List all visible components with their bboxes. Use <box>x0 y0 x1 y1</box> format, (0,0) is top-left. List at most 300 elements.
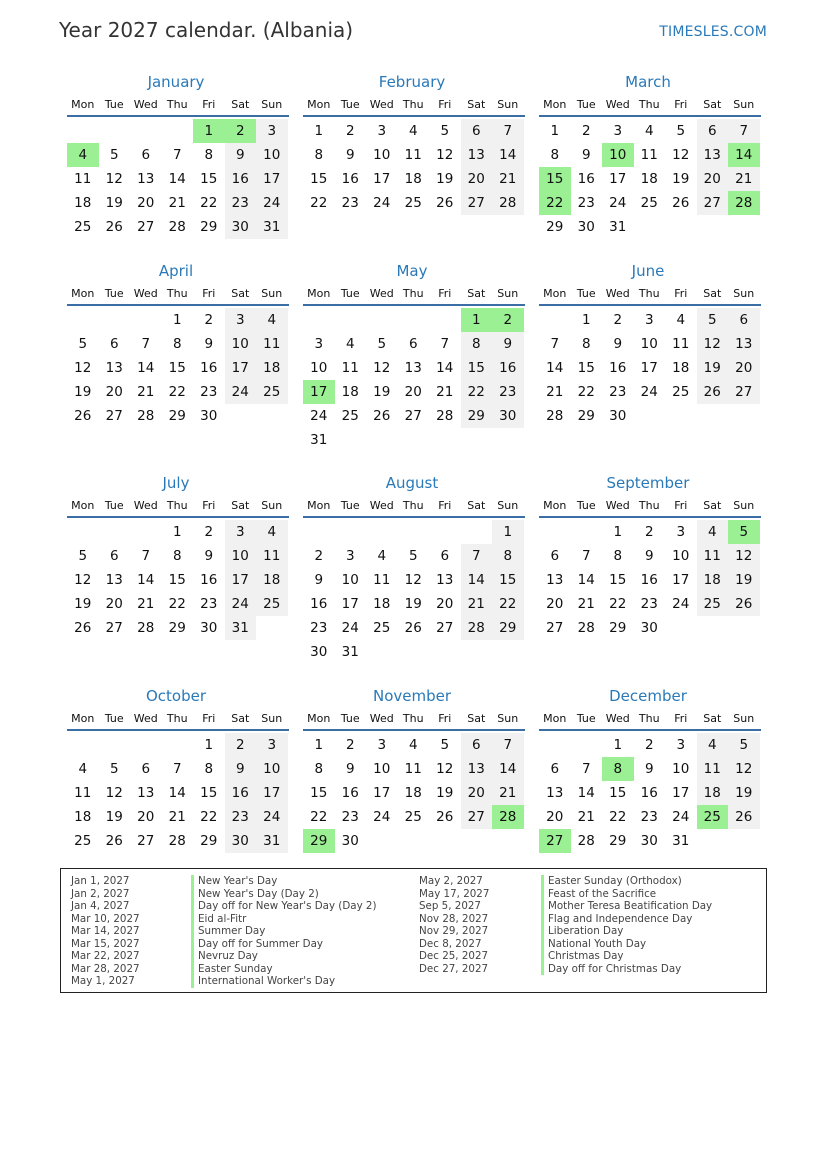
holiday-day-cell: 4 <box>67 143 99 167</box>
day-cell: 22 <box>461 380 493 404</box>
holiday-name: Eid al-Fitr <box>191 913 377 926</box>
day-cell: 30 <box>609 408 627 424</box>
day-cell: 18 <box>672 360 690 376</box>
weekday-label: Sat <box>703 498 722 512</box>
day-cell: 17 <box>373 785 391 801</box>
day-cell: 20 <box>404 384 422 400</box>
weekday-label: Wed <box>369 711 394 725</box>
day-cell: 17 <box>672 785 690 801</box>
day-cell: 16 <box>609 360 627 376</box>
day-cell: 6 <box>109 548 119 564</box>
day-cell: 23 <box>310 620 328 636</box>
holiday-date: Nov 29, 2027 <box>419 925 489 937</box>
day-cell: 10 <box>373 147 391 163</box>
holiday-name: Day off for Summer Day <box>191 938 377 951</box>
day-cell: 15 <box>200 785 218 801</box>
empty-cell <box>130 308 162 332</box>
day-cell: 20 <box>728 356 760 380</box>
day-cell: 1 <box>613 737 623 753</box>
day-cell: 6 <box>141 761 151 777</box>
day-cell: 20 <box>105 596 123 612</box>
weekday-label: Sat <box>467 711 486 725</box>
day-cell: 19 <box>436 171 454 187</box>
day-cell: 22 <box>310 195 328 211</box>
weekday-label: Mon <box>71 97 95 111</box>
day-cell: 9 <box>581 147 591 163</box>
brand-link[interactable]: TIMESLES.COM <box>659 24 767 40</box>
day-cell: 12 <box>373 360 391 376</box>
empty-cell <box>162 733 194 757</box>
day-cell: 19 <box>74 596 92 612</box>
holiday-day-cell: 28 <box>728 191 760 215</box>
day-cell: 15 <box>200 171 218 187</box>
day-cell: 10 <box>373 761 391 777</box>
weekday-label: Sun <box>497 498 519 512</box>
day-cell: 4 <box>256 520 288 544</box>
day-cell: 30 <box>341 833 359 849</box>
weekday-label: Thu <box>166 498 188 512</box>
day-cell: 28 <box>577 833 595 849</box>
day-cell: 15 <box>168 572 186 588</box>
day-cell: 27 <box>105 408 123 424</box>
day-cell: 17 <box>672 572 690 588</box>
day-cell: 5 <box>408 548 418 564</box>
day-cell: 16 <box>200 360 218 376</box>
day-cell: 1 <box>492 520 524 544</box>
day-cell: 27 <box>461 805 493 829</box>
day-cell: 12 <box>728 757 760 781</box>
weekday-label: Tue <box>104 711 124 725</box>
month-august <box>303 472 525 664</box>
day-cell: 14 <box>436 360 454 376</box>
day-cell: 28 <box>137 620 155 636</box>
holiday-day-cell: 1 <box>193 119 225 143</box>
day-cell: 18 <box>404 171 422 187</box>
day-cell: 14 <box>137 360 155 376</box>
holiday-name: Easter Sunday (Orthodox) <box>541 875 712 888</box>
day-grid <box>67 520 289 640</box>
day-cell: 30 <box>492 404 524 428</box>
weekday-label: Wed <box>133 498 158 512</box>
day-cell: 24 <box>225 592 257 616</box>
weekday-label: Sat <box>231 711 250 725</box>
month-name: April <box>158 262 194 280</box>
weekday-label: Sat <box>703 97 722 111</box>
empty-cell <box>539 308 571 332</box>
day-cell: 14 <box>546 360 564 376</box>
day-cell: 7 <box>172 147 182 163</box>
day-cell: 3 <box>377 123 387 139</box>
day-cell: 20 <box>546 596 564 612</box>
weekday-header <box>67 93 289 117</box>
day-cell: 25 <box>74 219 92 235</box>
day-cell: 16 <box>225 781 257 805</box>
day-cell: 10 <box>256 757 288 781</box>
day-cell: 22 <box>168 596 186 612</box>
weekday-label: Mon <box>543 498 567 512</box>
day-cell: 27 <box>137 833 155 849</box>
weekday-label: Fri <box>202 498 216 512</box>
day-cell: 26 <box>74 408 92 424</box>
day-cell: 17 <box>225 356 257 380</box>
holiday-names-col-2 <box>541 875 712 975</box>
day-cell: 6 <box>550 548 560 564</box>
day-cell: 15 <box>310 171 328 187</box>
day-cell: 25 <box>256 592 288 616</box>
holiday-date: Jan 1, 2027 <box>71 875 130 887</box>
weekday-label: Fri <box>438 97 452 111</box>
day-cell: 30 <box>310 644 328 660</box>
holiday-date: May 2, 2027 <box>419 875 483 887</box>
day-cell: 25 <box>74 833 92 849</box>
empty-cell <box>130 520 162 544</box>
day-cell: 22 <box>200 195 218 211</box>
weekday-label: Sat <box>703 286 722 300</box>
weekday-label: Thu <box>402 711 424 725</box>
day-cell: 26 <box>105 219 123 235</box>
day-cell: 26 <box>105 833 123 849</box>
day-cell: 22 <box>200 809 218 825</box>
holiday-name: Mother Teresa Beatification Day <box>541 900 712 913</box>
weekday-header <box>539 93 761 117</box>
day-cell: 19 <box>672 171 690 187</box>
day-cell: 11 <box>256 544 288 568</box>
holiday-dates-col-2 <box>419 875 489 975</box>
day-cell: 23 <box>640 596 658 612</box>
day-cell: 18 <box>341 384 359 400</box>
day-cell: 24 <box>256 191 288 215</box>
day-cell: 25 <box>640 195 658 211</box>
empty-cell <box>398 308 430 332</box>
day-cell: 13 <box>461 143 493 167</box>
holiday-name: New Year's Day (Day 2) <box>191 888 377 901</box>
day-grid <box>303 733 525 853</box>
empty-cell <box>67 520 99 544</box>
empty-cell <box>130 733 162 757</box>
day-cell: 8 <box>550 147 560 163</box>
day-cell: 11 <box>697 757 729 781</box>
day-cell: 13 <box>728 332 760 356</box>
day-cell: 29 <box>492 616 524 640</box>
weekday-label: Mon <box>71 498 95 512</box>
day-cell: 14 <box>168 171 186 187</box>
day-cell: 6 <box>461 119 493 143</box>
day-cell: 28 <box>577 620 595 636</box>
day-cell: 11 <box>373 572 391 588</box>
month-name: July <box>162 474 190 492</box>
month-march <box>539 71 761 239</box>
day-cell: 30 <box>577 219 595 235</box>
day-grid <box>67 308 289 428</box>
day-cell: 21 <box>577 809 595 825</box>
weekday-label: Tue <box>104 286 124 300</box>
day-cell: 14 <box>577 785 595 801</box>
day-cell: 3 <box>644 312 654 328</box>
day-cell: 7 <box>728 119 760 143</box>
day-cell: 10 <box>225 544 257 568</box>
day-cell: 19 <box>105 809 123 825</box>
holiday-day-cell: 27 <box>539 829 571 853</box>
day-cell: 25 <box>697 592 729 616</box>
day-cell: 18 <box>640 171 658 187</box>
day-cell: 19 <box>728 568 760 592</box>
day-cell: 3 <box>676 737 686 753</box>
day-cell: 26 <box>436 195 454 211</box>
holiday-name: Day off for New Year's Day (Day 2) <box>191 900 377 913</box>
empty-cell <box>366 520 398 544</box>
weekday-label: Sat <box>231 286 250 300</box>
day-cell: 9 <box>204 548 214 564</box>
day-cell: 3 <box>314 336 324 352</box>
day-cell: 14 <box>168 785 186 801</box>
empty-cell <box>67 119 99 143</box>
day-cell: 2 <box>613 312 623 328</box>
day-cell: 13 <box>137 171 155 187</box>
day-cell: 12 <box>404 572 422 588</box>
day-cell: 11 <box>697 544 729 568</box>
page-title: Year 2027 calendar. (Albania) <box>59 18 354 42</box>
month-october <box>67 685 289 853</box>
day-cell: 6 <box>109 336 119 352</box>
month-name: June <box>631 262 665 280</box>
day-grid <box>303 119 525 215</box>
day-cell: 9 <box>314 572 324 588</box>
day-cell: 14 <box>492 143 524 167</box>
holiday-name: Nevruz Day <box>191 950 377 963</box>
empty-cell <box>130 119 162 143</box>
month-name: May <box>396 262 428 280</box>
weekday-label: Sat <box>231 97 250 111</box>
day-cell: 11 <box>256 332 288 356</box>
day-cell: 4 <box>377 548 387 564</box>
holiday-day-cell: 2 <box>492 308 524 332</box>
weekday-label: Sat <box>703 711 722 725</box>
holiday-name: Day off for Christmas Day <box>541 963 712 976</box>
day-cell: 2 <box>204 312 214 328</box>
holiday-date: Mar 22, 2027 <box>71 950 140 962</box>
day-cell: 9 <box>345 761 355 777</box>
holiday-name: International Worker's Day <box>191 975 377 988</box>
month-name: October <box>145 687 207 705</box>
day-cell: 1 <box>550 123 560 139</box>
weekday-label: Fri <box>438 498 452 512</box>
day-cell: 31 <box>672 833 690 849</box>
day-cell: 5 <box>78 336 88 352</box>
weekday-label: Wed <box>133 711 158 725</box>
day-cell: 27 <box>697 191 729 215</box>
empty-cell <box>99 733 131 757</box>
holiday-date: May 17, 2027 <box>419 887 490 900</box>
day-cell: 6 <box>728 308 760 332</box>
day-cell: 12 <box>105 785 123 801</box>
day-cell: 10 <box>672 761 690 777</box>
day-cell: 20 <box>461 781 493 805</box>
month-may <box>303 260 525 452</box>
weekday-header <box>539 707 761 731</box>
holiday-name: National Youth Day <box>541 938 712 951</box>
weekday-label: Sun <box>733 711 755 725</box>
day-cell: 11 <box>672 336 690 352</box>
day-cell: 29 <box>609 833 627 849</box>
day-cell: 3 <box>256 733 288 757</box>
weekday-header <box>303 707 525 731</box>
day-cell: 26 <box>672 195 690 211</box>
day-cell: 9 <box>225 143 257 167</box>
month-name: January <box>147 73 205 91</box>
day-cell: 21 <box>137 384 155 400</box>
weekday-label: Sat <box>231 498 250 512</box>
day-cell: 30 <box>640 620 658 636</box>
day-grid <box>67 733 289 853</box>
holiday-name: New Year's Day <box>191 875 377 888</box>
day-cell: 20 <box>461 167 493 191</box>
holiday-day-cell: 28 <box>492 805 524 829</box>
weekday-label: Sun <box>497 286 519 300</box>
weekday-label: Thu <box>166 711 188 725</box>
day-cell: 31 <box>225 616 257 640</box>
day-cell: 13 <box>436 572 454 588</box>
month-april <box>67 260 289 428</box>
empty-cell <box>67 308 99 332</box>
day-cell: 13 <box>461 757 493 781</box>
empty-cell <box>461 520 493 544</box>
day-cell: 18 <box>697 781 729 805</box>
empty-cell <box>398 520 430 544</box>
day-cell: 19 <box>697 356 729 380</box>
day-cell: 18 <box>74 195 92 211</box>
weekday-label: Tue <box>340 711 360 725</box>
weekday-header <box>303 494 525 518</box>
day-cell: 18 <box>404 785 422 801</box>
day-cell: 7 <box>581 548 591 564</box>
day-cell: 21 <box>137 596 155 612</box>
month-name: August <box>385 474 439 492</box>
day-cell: 21 <box>546 384 564 400</box>
day-cell: 17 <box>640 360 658 376</box>
day-cell: 5 <box>78 548 88 564</box>
day-cell: 28 <box>168 833 186 849</box>
weekday-label: Sun <box>261 711 283 725</box>
day-cell: 15 <box>310 785 328 801</box>
month-september <box>539 472 761 640</box>
month-name: December <box>609 687 687 705</box>
day-cell: 3 <box>676 524 686 540</box>
day-cell: 6 <box>408 336 418 352</box>
holiday-day-cell: 2 <box>225 119 257 143</box>
day-cell: 21 <box>492 781 524 805</box>
day-cell: 18 <box>256 356 288 380</box>
day-cell: 25 <box>256 380 288 404</box>
day-cell: 13 <box>546 785 564 801</box>
day-cell: 21 <box>168 195 186 211</box>
day-cell: 4 <box>408 737 418 753</box>
day-cell: 22 <box>609 596 627 612</box>
day-cell: 1 <box>314 737 324 753</box>
day-cell: 26 <box>728 805 760 829</box>
day-cell: 26 <box>697 380 729 404</box>
weekday-label: Fri <box>438 286 452 300</box>
holiday-day-cell: 14 <box>728 143 760 167</box>
day-cell: 25 <box>404 195 422 211</box>
empty-cell <box>162 119 194 143</box>
empty-cell <box>539 520 571 544</box>
day-cell: 23 <box>640 809 658 825</box>
holiday-date: Dec 27, 2027 <box>419 962 489 975</box>
holiday-name: Easter Sunday <box>191 963 377 976</box>
day-cell: 16 <box>200 572 218 588</box>
day-cell: 24 <box>640 384 658 400</box>
day-cell: 3 <box>225 520 257 544</box>
weekday-label: Fri <box>202 711 216 725</box>
day-cell: 28 <box>436 408 454 424</box>
holiday-day-cell: 1 <box>461 308 493 332</box>
day-cell: 8 <box>492 544 524 568</box>
month-december <box>539 685 761 853</box>
holiday-day-cell: 17 <box>303 380 335 404</box>
day-cell: 19 <box>373 384 391 400</box>
weekday-label: Sat <box>467 286 486 300</box>
day-cell: 27 <box>546 620 564 636</box>
day-cell: 29 <box>168 408 186 424</box>
day-cell: 2 <box>581 123 591 139</box>
weekday-header <box>303 93 525 117</box>
day-cell: 17 <box>225 568 257 592</box>
weekday-label: Wed <box>369 286 394 300</box>
weekday-label: Thu <box>402 286 424 300</box>
day-cell: 30 <box>640 833 658 849</box>
day-cell: 27 <box>404 408 422 424</box>
holiday-legend <box>60 868 767 993</box>
day-cell: 15 <box>609 785 627 801</box>
day-cell: 31 <box>256 829 288 853</box>
day-cell: 4 <box>644 123 654 139</box>
day-cell: 23 <box>200 384 218 400</box>
day-cell: 5 <box>728 733 760 757</box>
day-cell: 21 <box>461 592 493 616</box>
holiday-date: May 1, 2027 <box>71 975 135 987</box>
day-cell: 27 <box>105 620 123 636</box>
day-cell: 7 <box>141 548 151 564</box>
weekday-header <box>67 494 289 518</box>
day-cell: 25 <box>341 408 359 424</box>
day-cell: 9 <box>644 548 654 564</box>
month-january <box>67 71 289 239</box>
day-cell: 15 <box>577 360 595 376</box>
day-cell: 27 <box>137 219 155 235</box>
weekday-label: Sun <box>733 498 755 512</box>
day-cell: 6 <box>440 548 450 564</box>
weekday-label: Mon <box>307 97 331 111</box>
day-cell: 2 <box>345 123 355 139</box>
day-cell: 18 <box>697 568 729 592</box>
day-cell: 16 <box>640 572 658 588</box>
day-cell: 3 <box>613 123 623 139</box>
day-cell: 10 <box>672 548 690 564</box>
day-cell: 10 <box>341 572 359 588</box>
day-cell: 26 <box>404 620 422 636</box>
day-cell: 12 <box>436 147 454 163</box>
weekday-label: Mon <box>71 286 95 300</box>
weekday-label: Mon <box>307 498 331 512</box>
day-grid <box>303 308 525 452</box>
day-cell: 12 <box>74 360 92 376</box>
day-cell: 28 <box>168 219 186 235</box>
day-cell: 17 <box>256 167 288 191</box>
empty-cell <box>335 308 367 332</box>
day-cell: 16 <box>341 171 359 187</box>
holiday-name: Summer Day <box>191 925 377 938</box>
day-cell: 21 <box>577 596 595 612</box>
